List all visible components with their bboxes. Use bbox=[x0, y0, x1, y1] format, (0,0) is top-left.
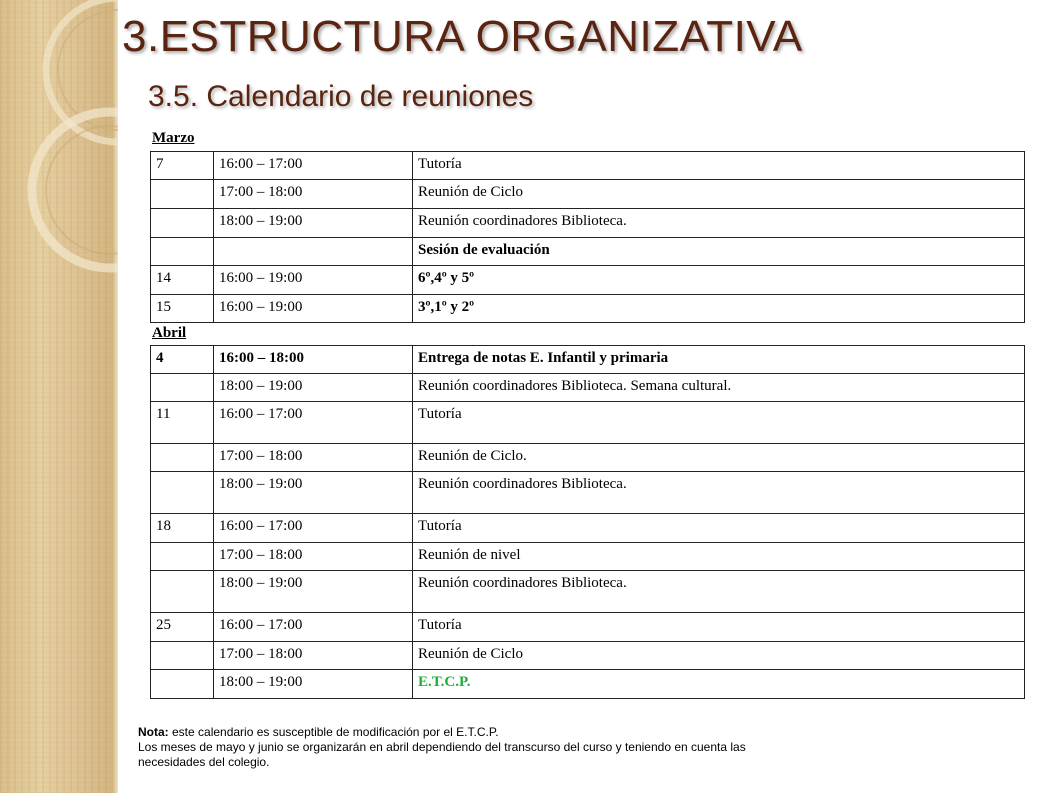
day-cell bbox=[151, 472, 214, 514]
march-schedule-table bbox=[150, 151, 1025, 323]
day-cell bbox=[151, 180, 214, 209]
activity-cell: Tutoría bbox=[413, 613, 1025, 642]
table-row bbox=[151, 670, 1025, 699]
day-cell: 7 bbox=[151, 152, 214, 180]
table-row bbox=[151, 266, 1025, 295]
activity-cell: Tutoría bbox=[413, 152, 1025, 180]
day-cell bbox=[151, 642, 214, 670]
day-cell bbox=[151, 374, 214, 402]
table-row bbox=[151, 543, 1025, 571]
footnote-line-3: necesidades del colegio. bbox=[138, 755, 270, 769]
activity-cell: Reunión coordinadores Biblioteca. bbox=[413, 472, 1025, 514]
time-cell: 17:00 – 18:00 bbox=[214, 543, 413, 571]
day-cell: 18 bbox=[151, 514, 214, 543]
time-cell: 16:00 – 17:00 bbox=[214, 514, 413, 543]
activity-cell: Reunión de Ciclo. bbox=[413, 444, 1025, 472]
month-label-april: Abril bbox=[152, 325, 187, 341]
time-cell: 17:00 – 18:00 bbox=[214, 444, 413, 472]
activity-cell: Tutoría bbox=[413, 514, 1025, 543]
day-cell: 4 bbox=[151, 346, 214, 374]
table-row bbox=[151, 514, 1025, 543]
day-cell bbox=[151, 571, 214, 613]
footnote-line-2: Los meses de mayo y junio se organizarán en abril dependiendo del transcurso del curso y teniendo en cuenta las bbox=[138, 740, 746, 754]
activity-cell: Entrega de notas E. Infantil y primaria bbox=[413, 346, 1025, 374]
footnote-text: este calendario es susceptible de modificación por el E.T.C.P. bbox=[168, 725, 499, 739]
table-row bbox=[151, 152, 1025, 180]
time-cell: 16:00 – 17:00 bbox=[214, 152, 413, 180]
time-cell: 18:00 – 19:00 bbox=[214, 209, 413, 238]
day-cell bbox=[151, 543, 214, 571]
activity-cell: 3º,1º y 2º bbox=[413, 295, 1025, 323]
day-cell bbox=[151, 444, 214, 472]
table-row bbox=[151, 346, 1025, 374]
decorative-rings bbox=[0, 0, 118, 793]
activity-cell: Reunión coordinadores Biblioteca. bbox=[413, 209, 1025, 238]
time-cell: 18:00 – 19:00 bbox=[214, 670, 413, 699]
table-row bbox=[151, 209, 1025, 238]
month-label-march: Marzo bbox=[152, 130, 195, 146]
time-cell: 16:00 – 17:00 bbox=[214, 402, 413, 444]
time-cell: 17:00 – 18:00 bbox=[214, 180, 413, 209]
activity-cell-highlight: E.T.C.P. bbox=[413, 670, 1025, 699]
activity-cell: Sesión de evaluación bbox=[413, 238, 1025, 266]
time-cell: 16:00 – 19:00 bbox=[214, 266, 413, 295]
day-cell: 11 bbox=[151, 402, 214, 444]
table-row bbox=[151, 613, 1025, 642]
activity-cell: Reunión de nivel bbox=[413, 543, 1025, 571]
footnote bbox=[138, 725, 938, 770]
table-row bbox=[151, 642, 1025, 670]
table-row bbox=[151, 374, 1025, 402]
activity-cell: Reunión coordinadores Biblioteca. bbox=[413, 571, 1025, 613]
activity-cell: Tutoría bbox=[413, 402, 1025, 444]
day-cell bbox=[151, 670, 214, 699]
time-cell: 18:00 – 19:00 bbox=[214, 571, 413, 613]
day-cell: 14 bbox=[151, 266, 214, 295]
time-cell: 16:00 – 18:00 bbox=[214, 346, 413, 374]
time-cell: 18:00 – 19:00 bbox=[214, 374, 413, 402]
april-schedule-table bbox=[150, 345, 1025, 699]
time-cell: 17:00 – 18:00 bbox=[214, 642, 413, 670]
day-cell bbox=[151, 209, 214, 238]
footnote-label: Nota: bbox=[138, 725, 169, 739]
time-cell bbox=[214, 238, 413, 266]
day-cell: 25 bbox=[151, 613, 214, 642]
table-row bbox=[151, 402, 1025, 444]
footnote-line-1 bbox=[138, 725, 938, 740]
page-title: 3.ESTRUCTURA ORGANIZATIVA bbox=[122, 12, 803, 61]
table-row bbox=[151, 472, 1025, 514]
day-cell bbox=[151, 238, 214, 266]
activity-cell: Reunión de Ciclo bbox=[413, 180, 1025, 209]
activity-cell: Reunión coordinadores Biblioteca. Semana cultural. bbox=[413, 374, 1025, 402]
activity-cell: Reunión de Ciclo bbox=[413, 642, 1025, 670]
table-row bbox=[151, 238, 1025, 266]
time-cell: 16:00 – 19:00 bbox=[214, 295, 413, 323]
page-subtitle: 3.5. Calendario de reuniones bbox=[148, 80, 534, 113]
time-cell: 18:00 – 19:00 bbox=[214, 472, 413, 514]
time-cell: 16:00 – 17:00 bbox=[214, 613, 413, 642]
activity-cell: 6º,4º y 5º bbox=[413, 266, 1025, 295]
table-row bbox=[151, 180, 1025, 209]
table-row bbox=[151, 444, 1025, 472]
table-row bbox=[151, 571, 1025, 613]
table-row bbox=[151, 295, 1025, 323]
day-cell: 15 bbox=[151, 295, 214, 323]
